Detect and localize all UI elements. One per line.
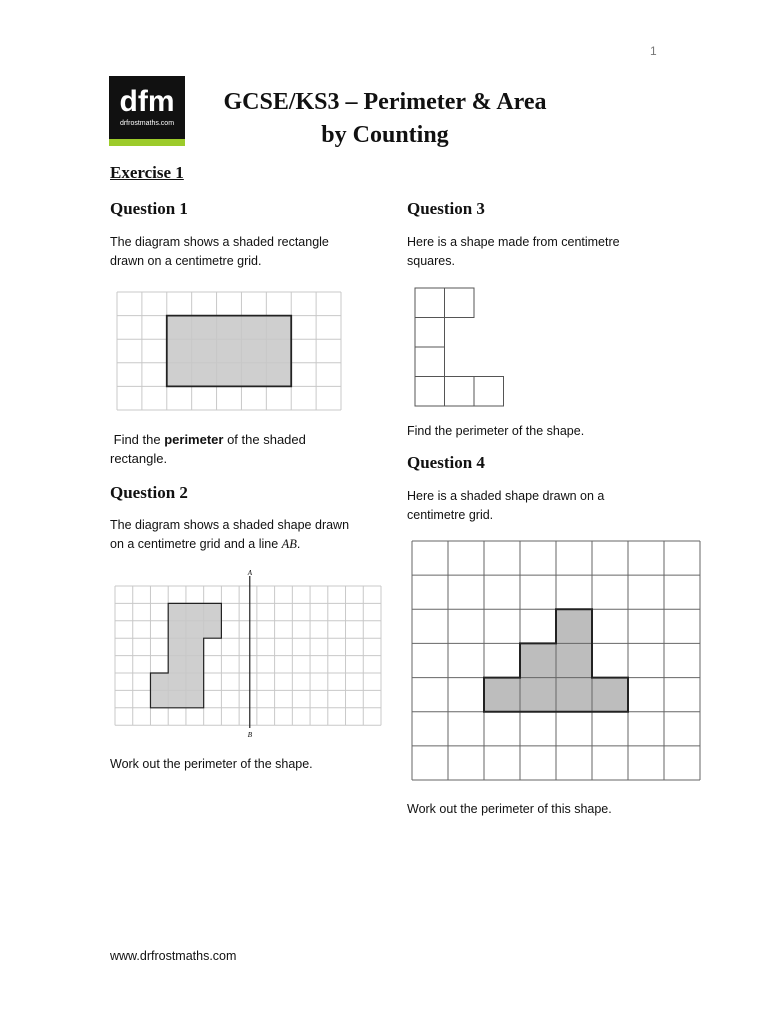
q2-heading: Question 2 xyxy=(110,483,188,502)
centimetre-square xyxy=(415,318,445,348)
logo-text: dfm xyxy=(119,85,175,118)
q1-prompt-pre: Find the xyxy=(113,432,165,447)
shaded-shape-fill xyxy=(167,316,291,387)
q2-line-label: AB xyxy=(281,537,297,551)
q3-intro-line-2: squares. xyxy=(407,254,455,268)
q2-intro-line-2-text: on a centimetre grid and a line xyxy=(110,537,282,551)
q1-prompt-post: of the shaded xyxy=(223,432,306,447)
q2-intro-line-2 xyxy=(110,535,349,554)
q2-grid-group xyxy=(115,586,381,725)
q1-prompt-line-2: rectangle. xyxy=(110,451,168,466)
q3-intro-line-1: Here is a shape made from centimetre xyxy=(407,235,620,249)
q1-grid-diagram xyxy=(117,292,341,410)
q2-prompt: Work out the perimeter of the shape. xyxy=(110,757,313,771)
logo-subtext: drfrostmaths.com xyxy=(119,120,175,127)
dfm-logo xyxy=(109,76,185,146)
q1-prompt xyxy=(110,430,306,468)
q1-intro-line-2: drawn on a centimetre grid. xyxy=(110,254,262,268)
q4-intro-line-1: Here is a shaded shape drawn on a xyxy=(407,489,605,503)
q4-intro xyxy=(407,487,604,525)
q4-intro-line-2: centimetre grid. xyxy=(407,508,494,522)
centimetre-square xyxy=(445,288,475,318)
centimetre-square xyxy=(415,347,445,377)
q3-heading: Question 3 xyxy=(407,199,485,218)
centimetre-square xyxy=(474,377,504,407)
q2-intro-line-1: The diagram shows a shaded shape drawn xyxy=(110,518,350,532)
logo-accent-stripe xyxy=(109,139,185,146)
centimetre-square xyxy=(445,377,475,407)
page-title xyxy=(200,86,570,152)
centimetre-square xyxy=(415,377,445,407)
q1-intro-line-1: The diagram shows a shaded rectangle xyxy=(110,235,329,249)
label-b: B xyxy=(247,731,253,739)
q4-grid-diagram xyxy=(412,541,700,780)
q3-intro xyxy=(407,233,620,271)
footer-website: www.drfrostmaths.com xyxy=(110,949,237,963)
page-number: 1 xyxy=(650,44,657,58)
exercise-heading: Exercise 1 xyxy=(110,163,184,182)
q4-prompt: Work out the perimeter of this shape. xyxy=(407,802,612,816)
q2-intro xyxy=(110,516,349,554)
q2-grid-diagram xyxy=(115,568,381,740)
q1-heading: Question 1 xyxy=(110,199,188,218)
centimetre-square xyxy=(415,288,445,318)
q1-prompt-bold: perimeter xyxy=(164,432,224,447)
q1-intro xyxy=(110,233,329,271)
label-a: A xyxy=(247,569,253,577)
q4-heading: Question 4 xyxy=(407,453,485,472)
q3-prompt: Find the perimeter of the shape. xyxy=(407,424,585,438)
q3-square-shape-diagram xyxy=(415,288,505,402)
title-line-1: GCSE/KS3 – Perimeter & Area xyxy=(223,89,547,115)
q2-intro-period: . xyxy=(296,537,301,551)
q1-prompt-line-1 xyxy=(110,430,306,449)
title-line-2: by Counting xyxy=(321,122,449,148)
